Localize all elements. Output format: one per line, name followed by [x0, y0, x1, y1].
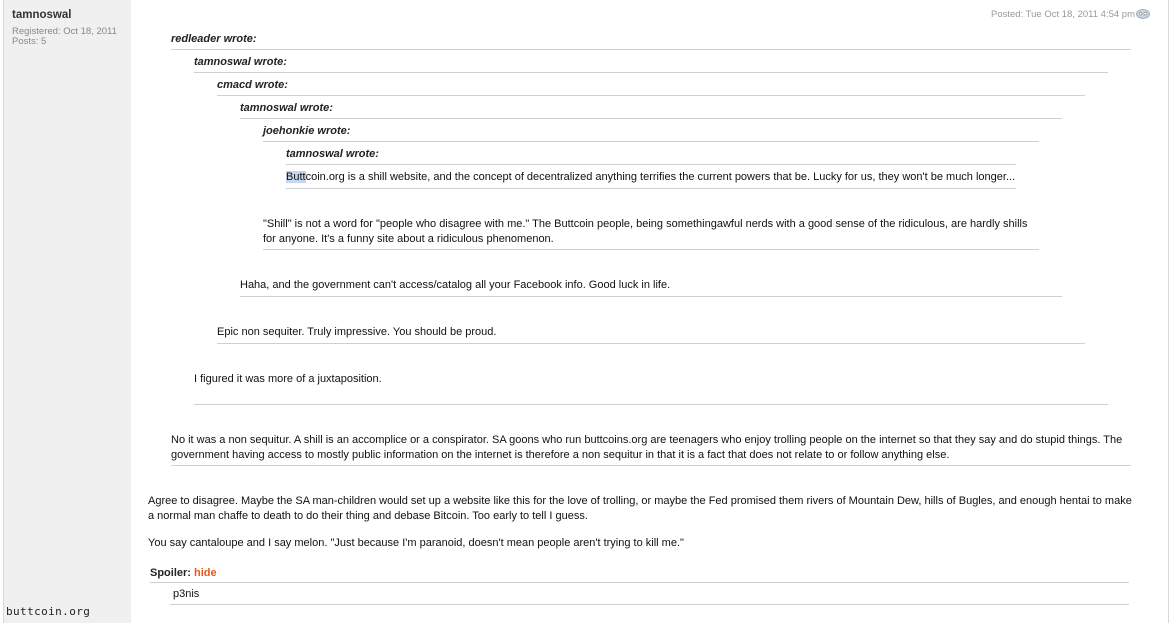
- quote-divider: [194, 404, 1108, 405]
- quote-divider: [286, 188, 1016, 189]
- quote-header: tamnoswal wrote:: [240, 102, 333, 114]
- spoiler-content: p3nis: [173, 588, 200, 600]
- quote-divider: [171, 49, 1131, 50]
- spoiler-header: [150, 567, 217, 579]
- quote-divider: [194, 72, 1108, 73]
- quote-body: Haha, and the government can't access/catalog all your Facebook info. Good luck in life.: [240, 279, 671, 291]
- spoiler-label: Spoiler:: [150, 567, 191, 579]
- selected-text: Butt: [286, 171, 306, 183]
- reply-paragraph-1: Agree to disagree. Maybe the SA man-children would set up a website like this for the love of trolling, or maybe the Fed promised them rivers of Mountain Dew, hills of Bugles, and enough hentai to make a normal man chaffe to death to do their thing and debase Bitcoin. Too early to tell I guess.: [148, 495, 1132, 522]
- author-name[interactable]: tamnoswal: [12, 9, 72, 21]
- quote-divider: [263, 141, 1039, 142]
- quote-header: tamnoswal wrote:: [286, 148, 379, 160]
- quote-header: tamnoswal wrote:: [194, 56, 287, 68]
- spoiler-hide-toggle[interactable]: hide: [194, 567, 217, 579]
- quote-divider: [240, 296, 1062, 297]
- quote-body: "Shill" is not a word for "people who disagree with me." The Buttcoin people, being somethingawful nerds with a good sense of the ridiculous, are hardly shills for anyone. It's a funny site about a ridiculous phenomenon.: [263, 218, 1028, 245]
- quote-divider: [217, 95, 1085, 96]
- quote-body: [286, 170, 1016, 185]
- quote-divider: [286, 164, 1016, 165]
- author-posts: Posts: 5: [12, 36, 47, 47]
- site-watermark: buttcoin.org: [6, 605, 91, 618]
- quote-divider: [217, 343, 1085, 344]
- quote-body: I figured it was more of a juxtaposition.: [194, 373, 382, 385]
- quote-divider: [171, 465, 1131, 466]
- author-sidebar: [4, 0, 131, 623]
- quote-header: cmacd wrote:: [217, 79, 288, 91]
- quote-body-rest: coin.org is a shill website, and the concept of decentralized anything terrifies the current powers that be. Lucky for us, they won't be much longer...: [305, 171, 1016, 183]
- reply-paragraph-2: You say cantaloupe and I say melon. "Just because I'm paranoid, doesn't mean people aren't trying to kill me.": [148, 537, 684, 549]
- quote-divider: [240, 118, 1062, 119]
- quote-body: Epic non sequiter. Truly impressive. You should be proud.: [217, 326, 497, 338]
- posted-date: Posted: Tue Oct 18, 2011 4:54 pm: [991, 9, 1135, 20]
- quote-header: redleader wrote:: [171, 33, 257, 45]
- quote-divider: [263, 249, 1039, 250]
- quote-tamnoswal-3: [286, 148, 1016, 190]
- spoiler-divider: [150, 582, 1129, 583]
- author-meta: [12, 27, 117, 47]
- post-link-icon[interactable]: [1136, 9, 1150, 19]
- quote-header: joehonkie wrote:: [263, 125, 351, 137]
- author-registered: Registered: Oct 18, 2011: [12, 26, 117, 37]
- quote-body: No it was a non sequitur. A shill is an accomplice or a conspirator. SA goons who run buttcoins.org are teenagers who enjoy trolling people on the internet so that they say and do stupid things. The government having access to mostly public information on the internet is therefore a non sequitur in that it is a fact that does not relate to or follow anything else.: [171, 434, 1123, 461]
- spoiler-divider: [170, 604, 1129, 605]
